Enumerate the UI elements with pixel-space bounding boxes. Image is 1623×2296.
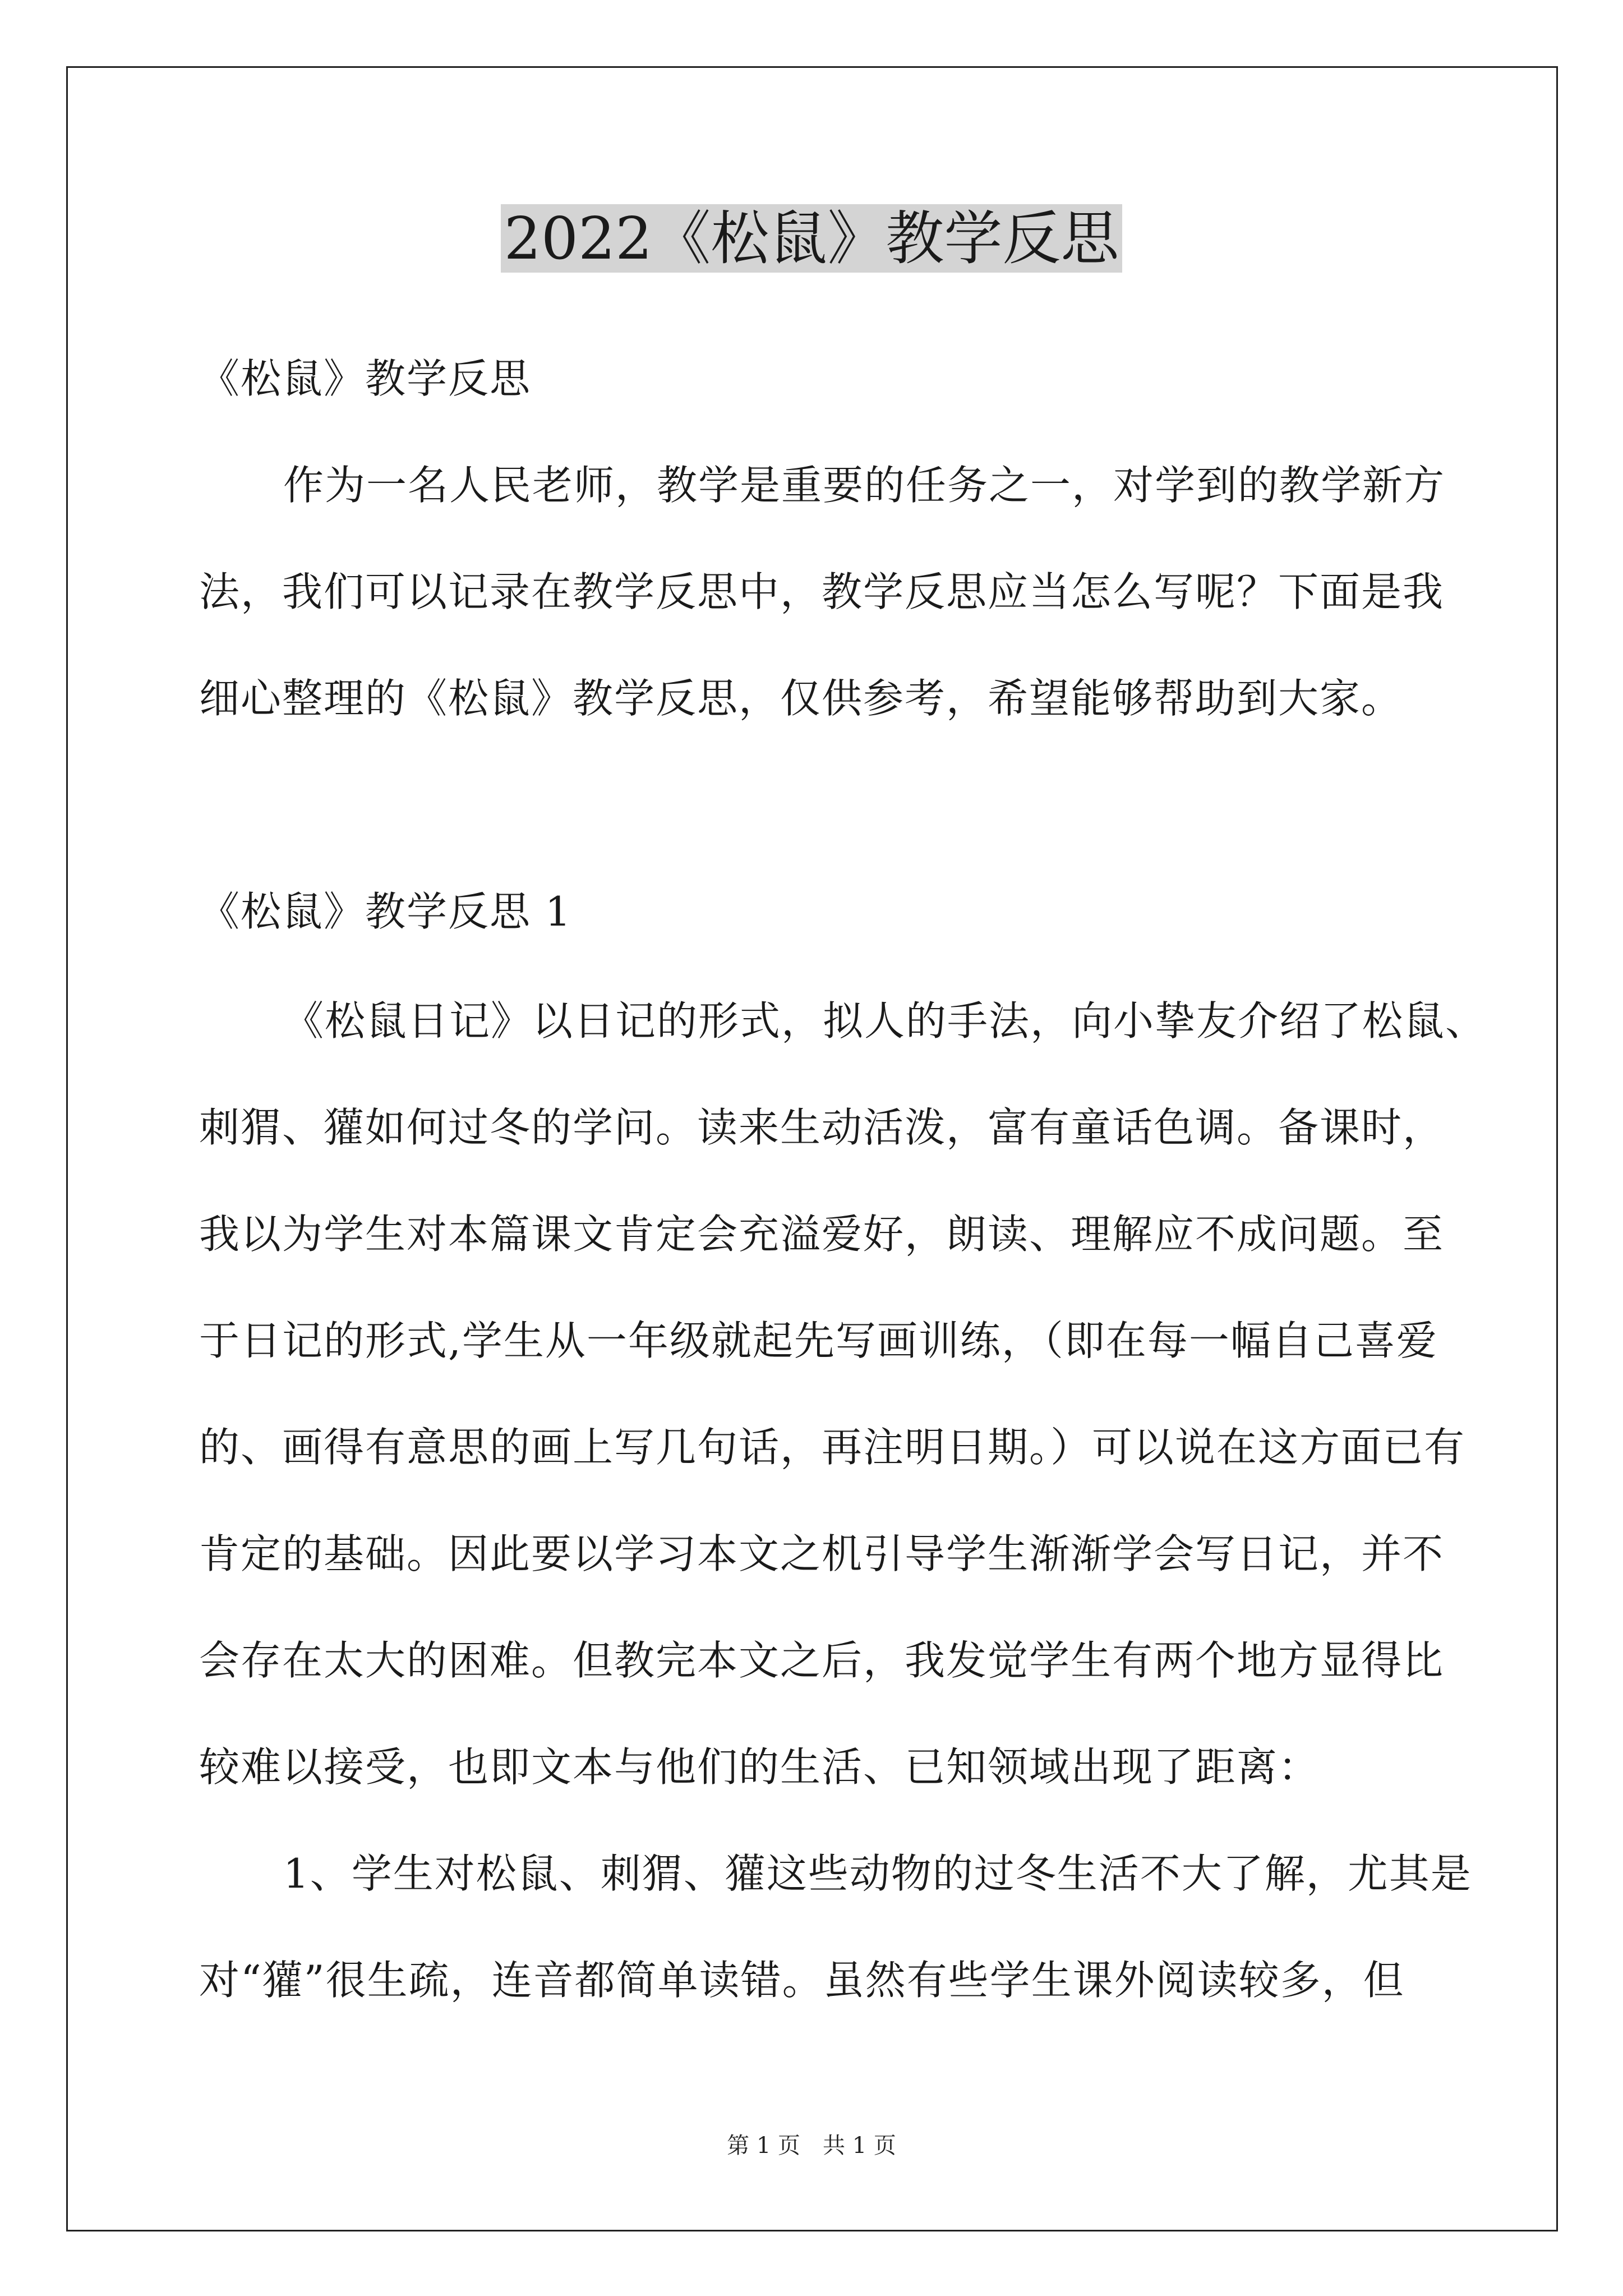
body-line: 于日记的形式,学生从一年级就起先写画训练，（即在每一幅自己喜爱 (199, 1317, 1438, 1364)
section-heading: 《松鼠》教学反思 1 (199, 888, 572, 935)
body-line: 刺猬、獾如何过冬的学问。读来生动活泼，富有童话色调。备课时， (199, 1104, 1445, 1151)
body-line: 会存在太大的困难。但教完本文之后，我发觉学生有两个地方显得比 (199, 1637, 1445, 1684)
page-footer (0, 2129, 1623, 2162)
body-line: 肯定的基础。因此要以学习本文之机引导学生渐渐学会写日记，并不 (199, 1530, 1445, 1577)
body-line: 《松鼠日记》以日记的形式，拟人的手法，向小挚友介绍了松鼠、 (283, 997, 1487, 1045)
point-line: 1、学生对松鼠、刺猬、獾这些动物的过冬生活不大了解，尤其是 (283, 1850, 1472, 1897)
document-title-text: 2022《松鼠》教学反思 (501, 204, 1123, 273)
body-line: 我以为学生对本篇课文肯定会充溢爱好，朗读、理解应不成问题。至 (199, 1211, 1445, 1258)
body-line: 的、画得有意思的画上写几句话，再注明日期。）可以说在这方面已有 (199, 1424, 1466, 1471)
intro-line: 细心整理的《松鼠》教学反思，仅供参考，希望能够帮助到大家。 (199, 675, 1403, 722)
point-line: 对“獾”很生疏，连音都简单读错。虽然有些学生课外阅读较多，但 (199, 1957, 1405, 2004)
subtitle: 《松鼠》教学反思 (199, 355, 532, 402)
document-title (0, 199, 1623, 278)
intro-line: 法，我们可以记录在教学反思中，教学反思应当怎么写呢？下面是我 (199, 568, 1445, 615)
page-number: 第 1 页 共 1 页 (727, 2133, 896, 2159)
intro-line: 作为一名人民老师，教学是重要的任务之一，对学到的教学新方 (283, 462, 1446, 509)
body-line: 较难以接受，也即文本与他们的生活、已知领域出现了距离： (199, 1743, 1320, 1791)
